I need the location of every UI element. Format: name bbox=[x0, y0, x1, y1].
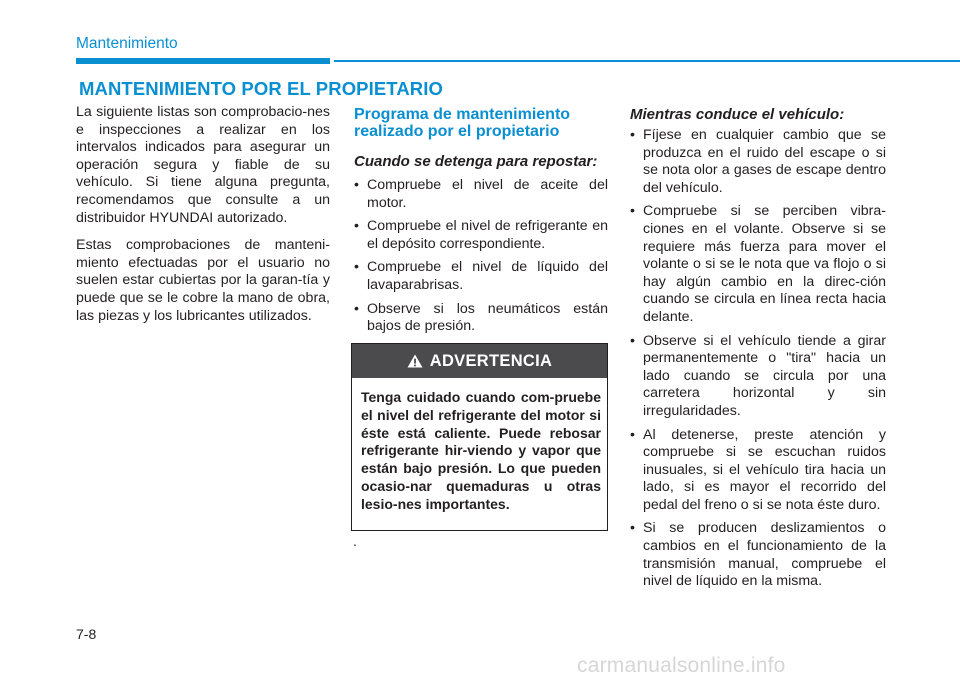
list-item-text: Compruebe el nivel de aceite del motor. bbox=[367, 177, 608, 211]
bullet-icon: • bbox=[630, 426, 635, 443]
list-item bbox=[354, 177, 608, 212]
bullet-icon: • bbox=[354, 218, 359, 235]
list-item bbox=[354, 301, 608, 336]
list-item-text: Si se producen deslizamientos o cambios en el funcionamiento de la transmisión manual, compruebe el nivel de líquido en la misma. bbox=[643, 520, 886, 590]
list-item-text: Al detenerse, preste atención y compruebe si se escuchan ruidos inusuales, si el vehículo tira hacia un lado, si es mayor el recorrido del pedal del freno o si se nota éste duro. bbox=[643, 426, 886, 513]
list-item-text: Fíjese en cualquier cambio que se produzca en el ruido del escape o si se nota olor a gases de escape dentro del vehículo. bbox=[643, 127, 886, 196]
list-item-text: Compruebe si se perciben vibra-ciones en el volante. Observe si se requiere más fuerza para mover el volante o si se le nota que va flojo o si hay algún cambio en la direc-ción cuando se circula en línea recta hacia delante. bbox=[643, 203, 886, 325]
refuel-list bbox=[354, 177, 608, 336]
intro-column bbox=[76, 104, 330, 335]
warning-header bbox=[352, 344, 607, 378]
watermark: carmanualsonline.info bbox=[577, 654, 786, 677]
list-item-text: Compruebe el nivel de líquido del lavaparabrisas. bbox=[367, 259, 608, 293]
list-item-text: Compruebe el nivel de refrigerante en el depósito correspondiente. bbox=[367, 218, 608, 252]
stray-dot: . bbox=[353, 533, 357, 549]
bullet-icon: • bbox=[354, 259, 359, 276]
section-label: Mantenimiento bbox=[76, 35, 178, 52]
list-item bbox=[630, 333, 886, 421]
warning-box bbox=[351, 343, 608, 531]
list-item bbox=[630, 520, 886, 590]
program-title: Programa de mantenimiento realizado por el propietario bbox=[354, 106, 571, 140]
bullet-icon: • bbox=[630, 203, 635, 220]
driving-list bbox=[630, 127, 886, 591]
bullet-icon: • bbox=[630, 332, 635, 349]
warning-label: ADVERTENCIA bbox=[429, 351, 553, 370]
page-title: MANTENIMIENTO POR EL PROPIETARIO bbox=[79, 78, 443, 99]
program-column bbox=[354, 106, 608, 342]
warning-triangle-icon bbox=[407, 354, 423, 368]
bullet-icon: • bbox=[630, 127, 635, 143]
header-accent-bar bbox=[76, 58, 330, 64]
bullet-icon: • bbox=[354, 177, 359, 193]
refuel-heading: Cuando se detenga para repostar: bbox=[354, 153, 598, 170]
list-item bbox=[630, 203, 886, 326]
list-item bbox=[630, 427, 886, 515]
list-item bbox=[630, 127, 886, 197]
list-item bbox=[354, 218, 608, 253]
header-rule bbox=[334, 60, 960, 62]
list-item bbox=[354, 259, 608, 294]
bullet-icon: • bbox=[630, 520, 635, 537]
intro-paragraph: La siguiente listas son comprobacio-nes e inspecciones a realizar en los intervalos indicados para asegurar un operación segura y fiable de su vehículo. Si tiene alguna pregunta, recomendamos que consulte a un distribuidor HYUNDAI autorizado. bbox=[76, 104, 330, 226]
warning-text: Tenga cuidado cuando com-pruebe el nivel del refrigerante del motor si éste está caliente. Puede rebosar refrigerante hir-viendo y vapor que están bajo presión. Lo que pueden ocasio-nar quemaduras u otras lesio-nes importantes. bbox=[361, 389, 601, 512]
page-number: 7-8 bbox=[76, 626, 97, 642]
bullet-icon: • bbox=[354, 300, 359, 317]
driving-column bbox=[630, 106, 886, 597]
driving-heading: Mientras conduce el vehículo: bbox=[630, 106, 845, 123]
list-item-text: Observe si el vehículo tiende a girar permanentemente o "tira" hacia un lado cuando se circula por una carretera horizontal y sin irregularidades. bbox=[643, 332, 886, 419]
intro-paragraph: Estas comprobaciones de manteni-miento efectuadas por el usuario no suelen estar cubiertas por la garan-tía y puede que se le cobre la mano de obra, las piezas y los lubricantes utilizados. bbox=[76, 237, 330, 324]
list-item-text: Observe si los neumáticos están bajos de presión. bbox=[367, 300, 608, 335]
